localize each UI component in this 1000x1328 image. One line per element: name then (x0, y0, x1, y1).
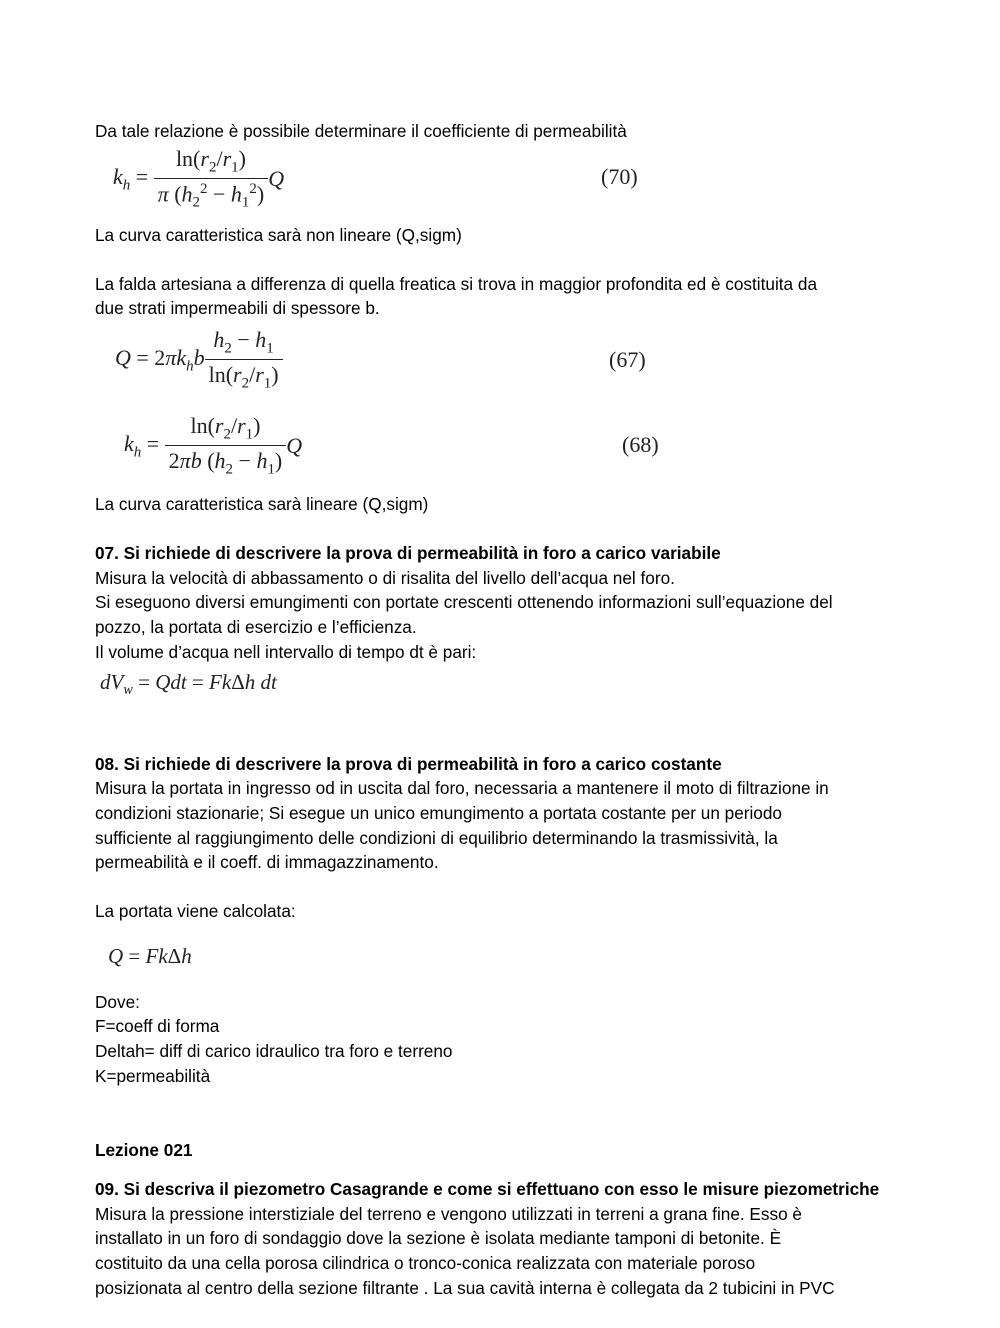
heading-07: 07. Si richiede di descrivere la prova di permeabilità in foro a carico variabile (95, 543, 721, 563)
section-08-line5: La portata viene calcolata: (95, 901, 296, 921)
equation-68: $k_h$ = $\frac{\ln(r_2/r_1)}{2\pi b (h_2 - h_1)}$ Q (124, 413, 303, 478)
paragraph-artesian-line1: La falda artesiana a differenza di quella freatica si trova in maggior profondita ed è costituita da (95, 274, 818, 294)
paragraph-artesian-line2: due strati impermeabili di spessore b. (95, 298, 380, 318)
section-07-line1: Misura la velocità di abbassamento o di risalita del livello dell’acqua nel foro. (95, 568, 675, 588)
equation-70: $k_h$ = $\frac{\ln(r_2/r_1)}{\pi (h_2^2 - h_1^2)}$ Q (113, 146, 285, 212)
definition-f: F=coeff di forma (95, 1016, 220, 1036)
definition-k: K=permeabilità (95, 1066, 211, 1086)
equation-70-number: (70) (601, 164, 638, 189)
heading-09: 09. Si descriva il piezometro Casagrande e come si effettuano con esso le misure piezometriche (95, 1179, 880, 1199)
lesson-heading: Lezione 021 (95, 1140, 193, 1160)
equation-flow: Q = FkΔh (108, 944, 192, 968)
equation-68-number: (68) (622, 432, 659, 457)
section-08-line4: permeabilità e il coeff. di immagazzinamento. (95, 852, 439, 872)
section-07-line4: Il volume d’acqua nell intervallo di tempo dt è pari: (95, 642, 477, 662)
paragraph-curve-linear: La curva caratteristica sarà lineare (Q,sigm) (95, 494, 429, 514)
section-07-line2: Si eseguono diversi emungimenti con portate crescenti ottenendo informazioni sull’equazione del (95, 592, 833, 612)
equation-67: $Q = 2\pi k_hb$ $\frac{h_2 - h_1}{\ln(r_2/r_1)}$ (115, 327, 283, 393)
section-09-line2: installato in un foro di sondaggio dove la sezione è isolata mediante tamponi di betonite. È (95, 1228, 782, 1248)
section-07-line3: pozzo, la portata di esercizio e l’efficienza. (95, 617, 417, 637)
definition-deltah: Deltah= diff di carico idraulico tra foro e terreno (95, 1041, 453, 1061)
section-09-line4: posizionata al centro della sezione filtrante . La sua cavità interna è collegata da 2 tubicini in PVC (95, 1278, 835, 1298)
equation-67-number: (67) (609, 347, 646, 372)
heading-08: 08. Si richiede di descrivere la prova di permeabilità in foro a carico costante (95, 754, 722, 774)
section-09-line1: Misura la pressione interstiziale del terreno e vengono utilizzati in terreni a grana fine. Esso è (95, 1204, 802, 1224)
section-08-line2: condizioni stazionarie; Si esegue un unico emungimento a portata costante per un periodo (95, 803, 782, 823)
paragraph-dove: Dove: (95, 992, 140, 1012)
section-09-line3: costituito da una cella porosa cilindrica o tronco-conica realizzata con materiale poroso (95, 1253, 756, 1273)
paragraph-intro: Da tale relazione è possibile determinare il coefficiente di permeabilità (95, 121, 627, 141)
section-08-line3: sufficiente al raggiungimento delle condizioni di equilibrio determinando la trasmissività, la (95, 828, 778, 848)
equation-volume: $dV_w$ = Qdt = FkΔh dt (100, 670, 277, 699)
paragraph-curve-nonlinear: La curva caratteristica sarà non lineare (Q,sigm) (95, 225, 462, 245)
section-08-line1: Misura la portata in ingresso od in uscita dal foro, necessaria a mantenere il moto di filtrazione in (95, 778, 829, 798)
